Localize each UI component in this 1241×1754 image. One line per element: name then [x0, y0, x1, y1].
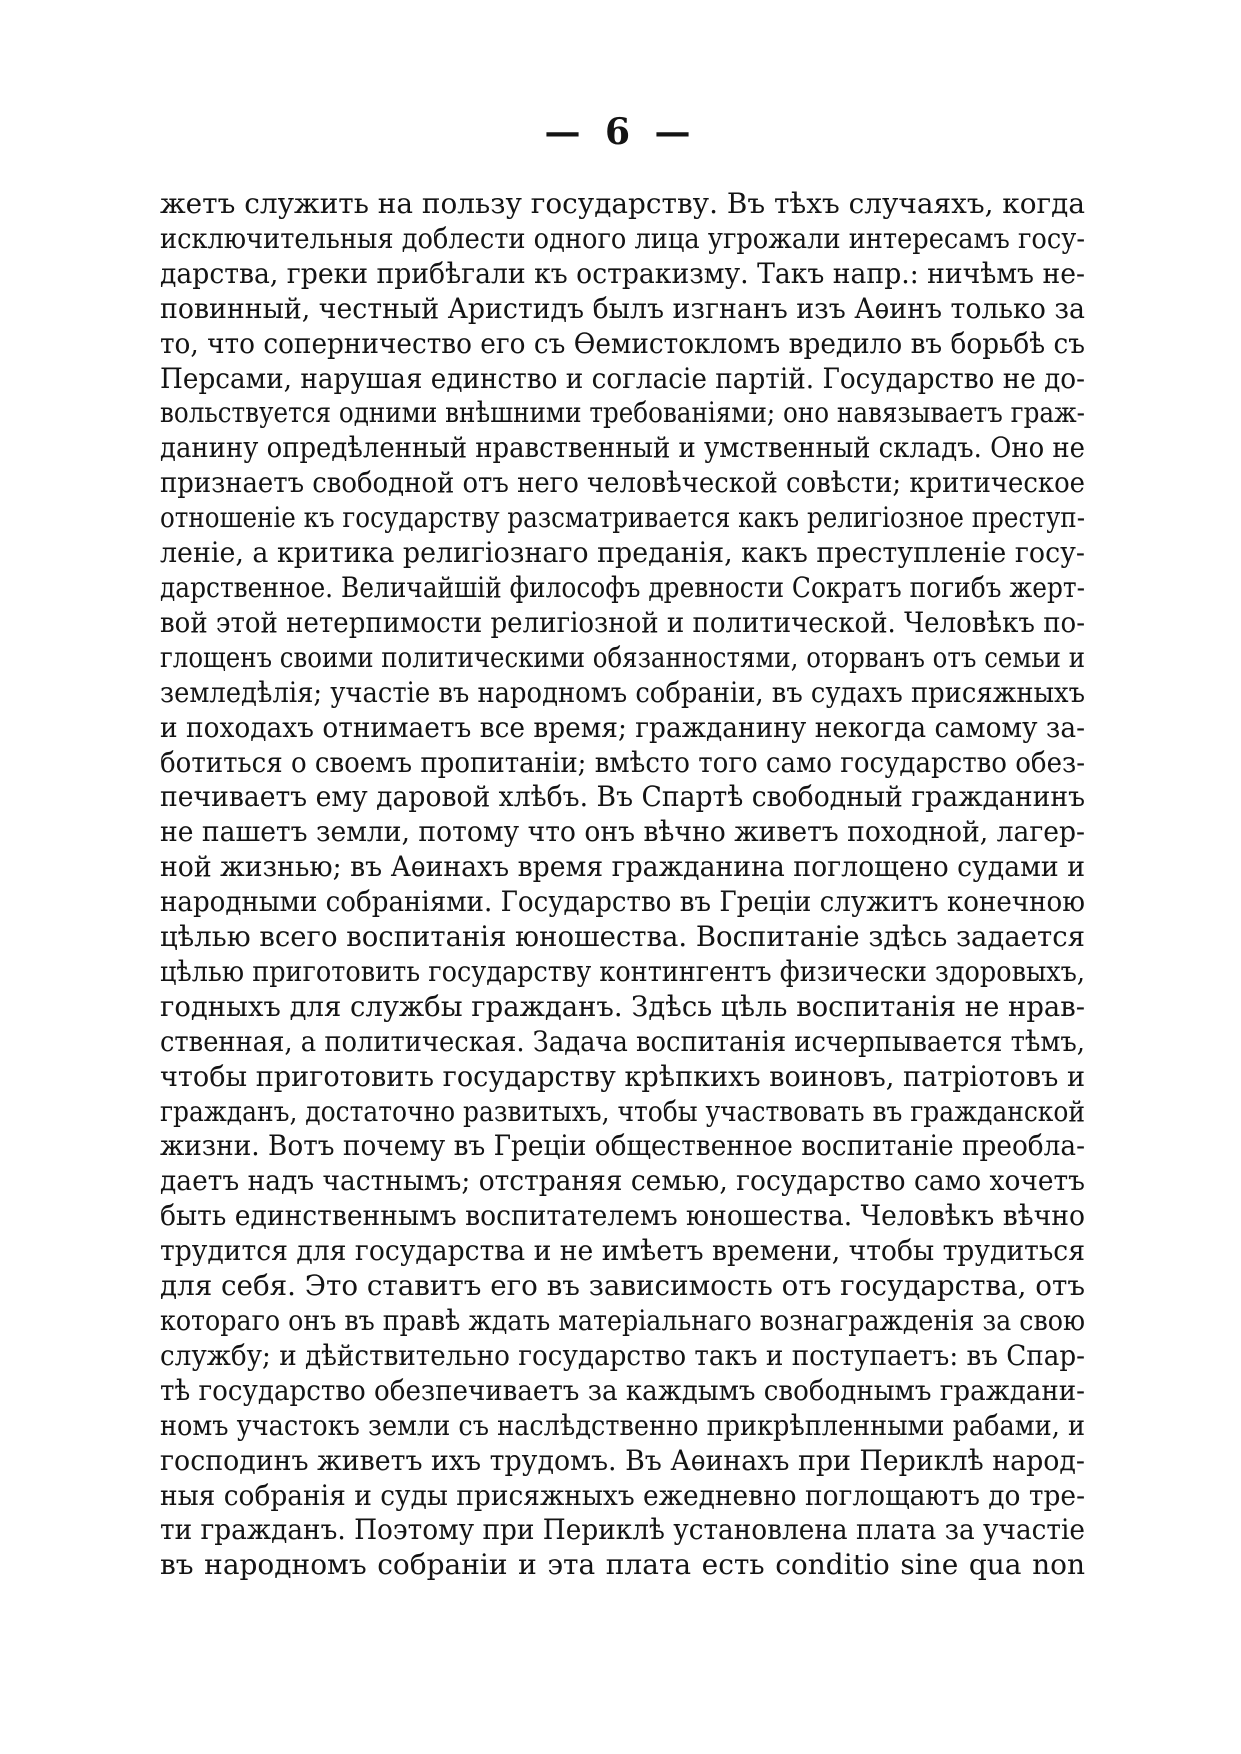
- text-line: вой этой нетерпимости религіозной и политической. Человѣкъ по-: [160, 605, 1085, 639]
- text-line: годныхъ для службы гражданъ. Здѣсь цѣль воспитанія не нрав-: [160, 989, 1085, 1023]
- text-line: народными собраніями. Государство въ Греціи служитъ конечною: [160, 885, 1085, 919]
- text-line: жизни. Вотъ почему въ Греціи общественное воспитаніе преобла-: [160, 1129, 1085, 1163]
- text-line: повинный, честный Аристидъ былъ изгнанъ изъ Аѳинъ только за: [160, 291, 1085, 325]
- text-line: даетъ надъ частнымъ; отстраняя семью, государство само хочетъ: [160, 1164, 1085, 1198]
- text-line: исключительныя доблести одного лица угрожали интересамъ госу-: [160, 221, 1085, 255]
- text-line: въ народномъ собраніи и эта плата есть conditio sine qua non: [160, 1548, 1085, 1582]
- text-line: не пашетъ земли, потому что онъ вѣчно живетъ походной, лагер-: [160, 815, 1085, 849]
- text-line: номъ участокъ земли съ наслѣдственно прикрѣпленными рабами, и: [160, 1408, 1085, 1442]
- text-line: ботиться о своемъ пропитаніи; вмѣсто того само государство обез-: [160, 745, 1085, 779]
- text-line: данину опредѣленный нравственный и умственный складъ. Оно не: [160, 431, 1085, 465]
- text-line: и походахъ отнимаетъ все время; гражданину некогда самому за-: [160, 710, 1085, 744]
- text-line: котораго онъ въ правѣ ждать матеріальнаго вознагражденія за свою: [160, 1304, 1085, 1337]
- page-number: — 6 —: [544, 111, 697, 153]
- text-line: ственная, а политическая. Задача воспитанія исчерпывается тѣмъ,: [160, 1024, 1085, 1058]
- text-line: для себя. Это ставитъ его въ зависимость отъ государства, отъ: [160, 1269, 1085, 1303]
- text-line: тѣ государство обезпечиваетъ за каждымъ свободнымъ граждани-: [160, 1373, 1085, 1407]
- body-text: [160, 187, 1085, 1583]
- text-line: господинъ живетъ ихъ трудомъ. Въ Аѳинахъ при Периклѣ народ-: [160, 1443, 1085, 1477]
- text-line: отношеніе къ государству разсматривается какъ религіозное преступ-: [160, 501, 1085, 535]
- text-line: признаетъ свободной отъ него человѣческой совѣсти; критическое: [160, 466, 1085, 500]
- text-line: ти гражданъ. Поэтому при Периклѣ установлена плата за участіе: [160, 1513, 1085, 1547]
- text-line: трудится для государства и не имѣетъ времени, чтобы трудиться: [160, 1234, 1085, 1268]
- text-line: цѣлью всего воспитанія юношества. Воспитаніе здѣсь задается: [160, 920, 1085, 954]
- text-line: Персами, нарушая единство и согласіе партій. Государство не до-: [160, 361, 1085, 395]
- text-line: глощенъ своими политическими обязанностями, оторванъ отъ семьи и: [160, 640, 1085, 674]
- text-line: дарства, греки прибѣгали къ остракизму. Такъ напр.: ничѣмъ не-: [160, 256, 1085, 290]
- text-line: печиваетъ ему даровой хлѣбъ. Въ Спартѣ свободный гражданинъ: [160, 780, 1085, 814]
- text-line: вольствуется одними внѣшними требованіями; оно навязываетъ граж-: [160, 396, 1085, 430]
- text-line: жетъ служить на пользу государству. Въ тѣхъ случаяхъ, когда: [160, 187, 1085, 220]
- text-line: ной жизнью; въ Аѳинахъ время гражданина поглощено судами и: [160, 850, 1085, 884]
- text-line: ныя собранія и суды присяжныхъ ежедневно поглощаютъ до тре-: [160, 1478, 1085, 1512]
- text-line: быть единственнымъ воспитателемъ юношества. Человѣкъ вѣчно: [160, 1199, 1085, 1233]
- text-line: чтобы приготовить государству крѣпкихъ воиновъ, патріотовъ и: [160, 1059, 1085, 1093]
- text-line: гражданъ, достаточно развитыхъ, чтобы участвовать въ гражданской: [160, 1094, 1085, 1128]
- text-line: службу; и дѣйствительно государство такъ и поступаетъ: въ Спар-: [160, 1338, 1085, 1372]
- text-line: дарственное. Величайшій философъ древности Сократъ погибъ жерт-: [160, 570, 1085, 604]
- text-line: цѣлью приготовить государству контингентъ физически здоровыхъ,: [160, 954, 1085, 988]
- text-line: то, что соперничество его съ Ѳемистокломъ вредило въ борьбѣ съ: [160, 326, 1085, 360]
- text-line: леніе, а критика религіознаго преданія, какъ преступленіе госу-: [160, 536, 1085, 570]
- text-line: земледѣлія; участіе въ народномъ собраніи, въ судахъ присяжныхъ: [160, 675, 1085, 709]
